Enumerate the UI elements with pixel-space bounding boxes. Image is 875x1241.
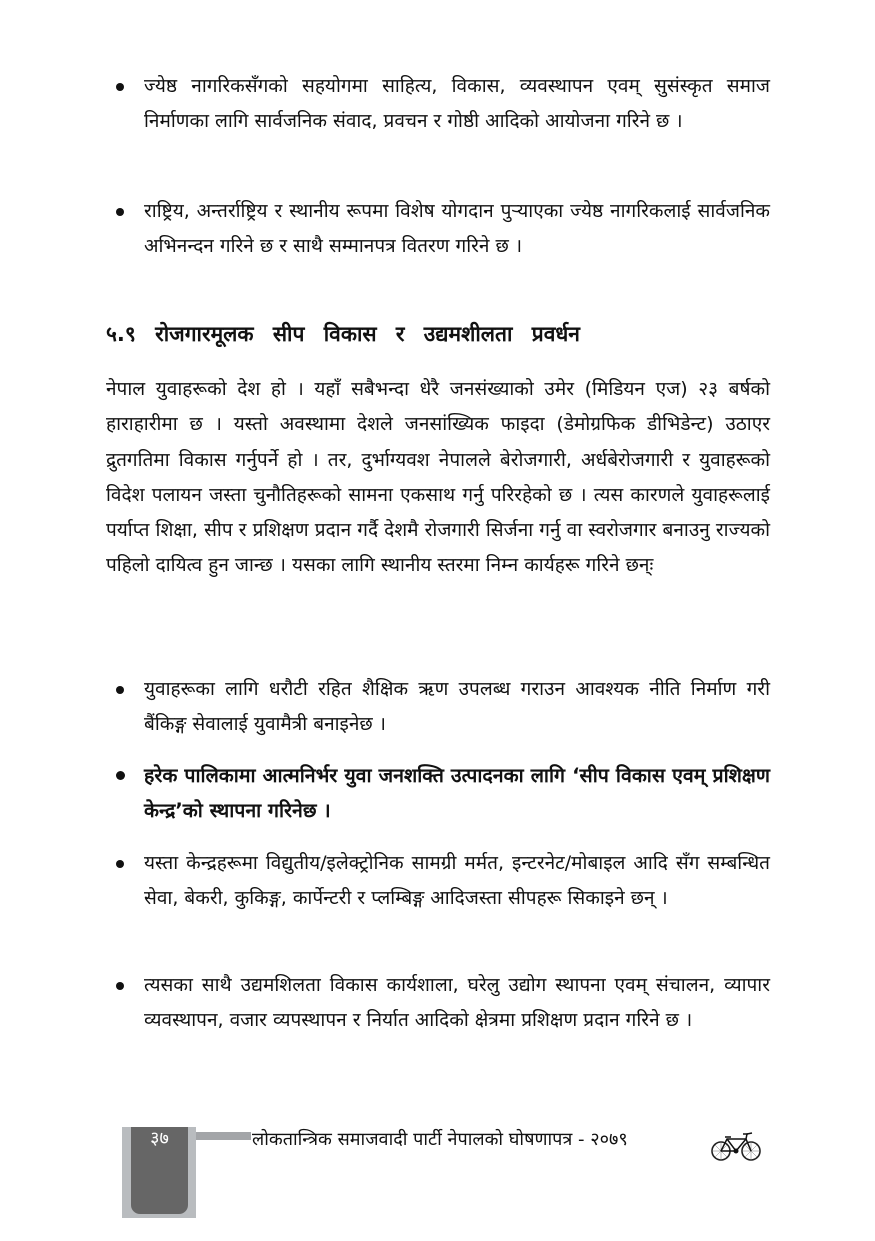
bicycle-icon [710, 1130, 762, 1162]
footer-title: लोकतान्त्रिक समाजवादी पार्टी नेपालको घोषणापत्र - २०७९ [252, 1129, 628, 1150]
bullet-text: ज्येष्ठ नागरिकसँगको सहयोगमा साहित्य, विकास, व्यवस्थापन एवम् सुसंस्कृत समाज निर्माणका लागि सार्वजनिक संवाद, प्रवचन र गोष्ठी आदिको आयोजना गरिने छ । [144, 75, 770, 132]
bullet-text: यस्ता केन्द्रहरूमा विद्युतीय/इलेक्ट्रोनिक सामग्री मर्मत, इन्टरनेट/मोबाइल आदि सँग सम्बन्धित सेवा, बेकरी, कुकिङ्ग, कार्पेन्टरी र प्लम्बिङ्ग आदिजस्ता सीपहरू सिकाइने छन् । [144, 852, 770, 909]
section-paragraph: नेपाल युवाहरूको देश हो । यहाँ सबैभन्दा धेरै जनसंख्याको उमेर (मिडियन एज) २३ बर्षको हाराहारीमा छ । यस्तो अवस्थामा देशले जनसांख्यिक फाइदा (डेमोग्रफिक डीभिडेन्ट) उठाएर द्रुतगतिमा विकास गर्नुपर्ने हो । तर, दुर्भाग्यवश नेपालले बेरोजगारी, अर्धबेरोजगारी र युवाहरूको विदेश पलायन जस्ता चुनौतिहरूको सामना एकसाथ गर्नु परिरहेको छ । त्यस कारणले युवाहरूलाई पर्याप्त शिक्षा, सीप र प्रशिक्षण प्रदान गर्दै देशमै रोजगारी सिर्जना गर्नु वा स्वरोजगार बनाउनु राज्यको पहिलो दायित्व हुन जान्छ । यसका लागि स्थानीय स्तरमा निम्न कार्यहरू गरिने छन्ः [106, 378, 770, 577]
bullet-item [106, 846, 770, 916]
footer-divider-bar [196, 1132, 251, 1140]
bullet-text: राष्ट्रिय, अन्तर्राष्ट्रिय र स्थानीय रूपमा विशेष योगदान पुऱ्याएका ज्येष्ठ नागरिकलाई सार्वजनिक अभिनन्दन गरिने छ र साथै सम्मानपत्र वितरण गरिने छ । [144, 200, 770, 257]
bullet-item [106, 672, 770, 742]
bullet-item [106, 968, 770, 1038]
section-heading: ५.९ रोजगारमूलक सीप विकास र उद्यमशीलता प्रवर्धन [106, 322, 580, 346]
page-number: ३७ [150, 1128, 169, 1149]
bullet-icon [116, 686, 124, 694]
bullet-icon [116, 208, 124, 216]
bullet-item-highlighted [106, 758, 770, 828]
bullet-icon [116, 982, 124, 990]
bullet-text: हरेक पालिकामा आत्मनिर्भर युवा जनशक्ति उत्पादनका लागि ‘सीप विकास एवम् प्रशिक्षण केन्द्र’को स्थापना गरिनेछ । [144, 764, 770, 822]
bullet-icon [116, 860, 124, 868]
bullet-icon [116, 771, 125, 780]
bullet-icon [116, 83, 124, 91]
bullet-item [106, 69, 770, 139]
bullet-text: त्यसका साथै उद्यमशिलता विकास कार्यशाला, घरेलु उद्योग स्थापना एवम् संचालन, व्यापार व्यवस्थापन, वजार व्यपस्थापन र निर्यात आदिको क्षेत्रमा प्रशिक्षण प्रदान गरिने छ । [144, 974, 770, 1031]
bullet-item [106, 194, 770, 264]
bullet-text: युवाहरूका लागि धरौटी रहित शैक्षिक ऋण उपलब्ध गराउन आवश्यक नीति निर्माण गरी बैंकिङ्ग सेवालाई युवामैत्री बनाइनेछ । [144, 678, 770, 735]
